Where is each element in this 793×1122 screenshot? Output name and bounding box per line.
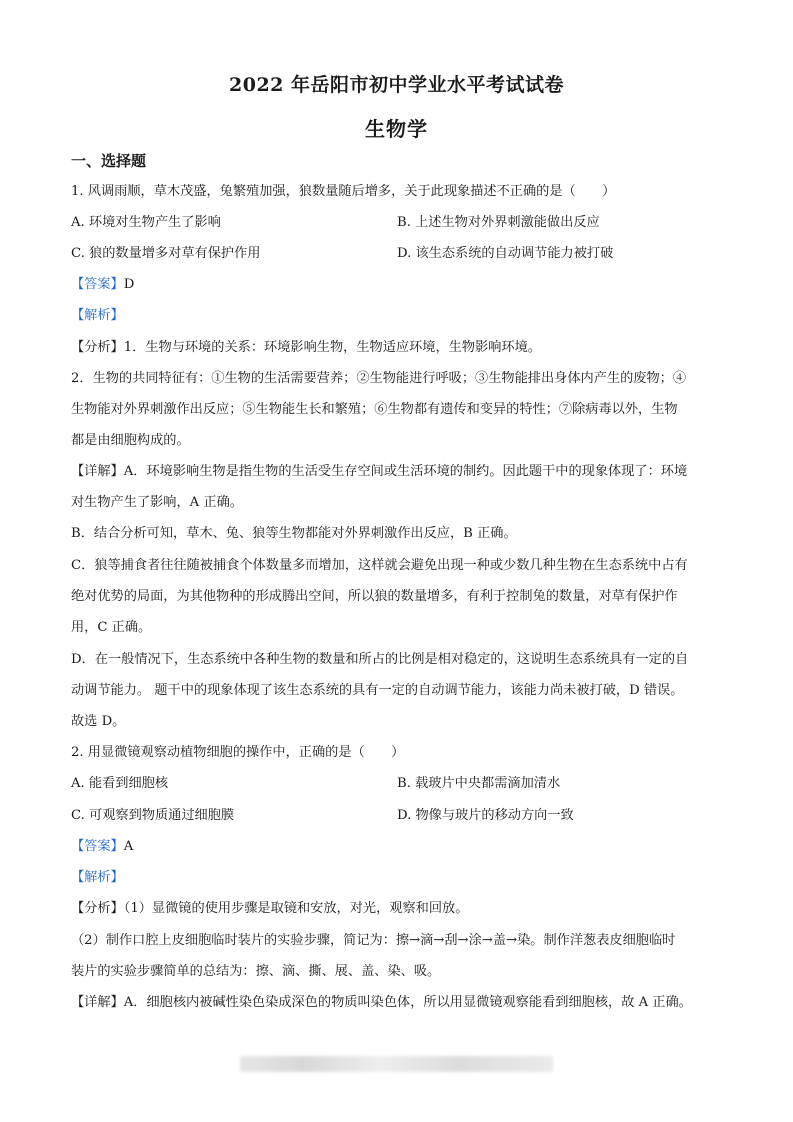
q1-xiangjie-line-8: 动调节能力。 题干中的现象体现了该生态系统的具有一定的自动调节能力，该能力尚未被打破，D 错误。 <box>71 683 684 698</box>
q1-xiangjie-line-4: C．狼等捕食者往往随被捕食个体数量多而增加，这样就会避免出现一种或少数几种生物在生态系统中占有 <box>71 558 688 573</box>
q1-fenxi-line-3: 生物能对外界刺激作出反应；⑤生物能生长和繁殖；⑥生物都有遗传和变异的特性；⑦除病毒以外，生物 <box>71 402 678 417</box>
q2-fenxi-line-3: 装片的实验步骤简单的总结为：擦、滴、撕、展、盖、染、吸。 <box>71 964 441 979</box>
q1-fenxi-text: 1．生物与环境的关系：环境影响生物，生物适应环境，生物影响环境。 <box>123 340 541 355</box>
q2-stem: 2. 用显微镜观察动植物细胞的操作中，正确的是（ ） <box>71 745 405 760</box>
q1-option-c: C. 狼的数量增多对草有保护作用 <box>71 246 261 261</box>
q1-xiangjie-line-1 <box>71 463 687 481</box>
exam-subject: 生物学 <box>365 117 428 141</box>
q1-analysis-line <box>71 307 124 325</box>
q2-fenxi-line-1 <box>71 900 468 918</box>
q1-xiangjie-line-5: 绝对优势的局面，为其他物种的形成腾出空间，所以狼的数量增多，有利于控制兔的数量，对草有保护作 <box>71 589 678 604</box>
q2-xiangjie-tag: 【详解】 <box>71 995 124 1010</box>
q1-xiangjie-line-2: 对生物产生了影响，A 正确。 <box>71 495 243 510</box>
q2-answer-tag: 【答案】 <box>71 839 124 854</box>
q2-analysis-tag: 【解析】 <box>71 870 124 885</box>
q1-answer-tag: 【答案】 <box>71 277 124 292</box>
q2-analysis-line <box>71 869 124 887</box>
q1-option-b: B. 上述生物对外界刺激能做出反应 <box>397 215 600 230</box>
q1-option-d: D. 该生态系统的自动调节能力被打破 <box>397 246 614 261</box>
q1-xiangjie-line-3: B．结合分析可知，草木、兔、狼等生物都能对外界刺激作出反应，B 正确。 <box>71 526 517 541</box>
exam-title: 2022 年岳阳市初中学业水平考试试卷 <box>229 74 564 96</box>
q1-xiangjie-line-7: D．在一般情况下，生态系统中各种生物的数量和所占的比例是相对稳定的，这说明生态系统具有一定的自 <box>71 652 689 667</box>
q1-fenxi-line-1 <box>71 339 541 357</box>
q2-option-a: A. 能看到细胞核 <box>71 776 169 791</box>
q2-answer-value: A <box>123 839 134 854</box>
section-heading: 一、选择题 <box>71 152 147 170</box>
q1-option-a: A. 环境对生物产生了影响 <box>71 215 221 230</box>
q2-option-c: C. 可观察到物质通过细胞膜 <box>71 808 235 823</box>
q1-stem: 1. 风调雨顺，草木茂盛，兔繁殖加强，狼数量随后增多，关于此现象描述不正确的是（ ） <box>71 184 616 199</box>
blurred-footer-watermark <box>240 1056 553 1072</box>
q2-option-b: B. 载玻片中央都需滴加清水 <box>397 776 561 791</box>
q2-xiangjie-text: A．细胞核内被碱性染色染成深色的物质叫染色体，所以用显微镜观察能看到细胞核，故 A 正确。 <box>123 995 692 1010</box>
q2-fenxi-text: （1）显微镜的使用步骤是取镜和安放，对光，观察和回放。 <box>123 901 469 916</box>
q2-fenxi-tag: 【分析】 <box>71 901 124 916</box>
q1-xiangjie-text: A．环境影响生物是指生物的生活受生存空间或生活环境的制约。因此题干中的现象体现了：环境 <box>123 464 688 479</box>
q1-fenxi-tag: 【分析】 <box>71 340 124 355</box>
q1-fenxi-line-2: 2．生物的共同特征有：①生物的生活需要营养；②生物能进行呼吸；③生物能排出身体内产生的废物；④ <box>71 371 687 386</box>
q2-fenxi-line-2: （2）制作口腔上皮细胞临时装片的实验步骤，简记为：擦→滴→刮→涂→盖→染。制作洋葱表皮细胞临时 <box>71 933 676 948</box>
q1-xiangjie-line-6: 用，C 正确。 <box>71 620 152 635</box>
q1-fenxi-line-4: 都是由细胞构成的。 <box>71 433 190 448</box>
q2-option-d: D. 物像与玻片的移动方向一致 <box>397 808 574 823</box>
q1-answer-value: D <box>123 277 135 292</box>
q1-analysis-tag: 【解析】 <box>71 308 124 323</box>
q1-xiangjie-line-9: 故选 D。 <box>71 714 126 729</box>
q1-xiangjie-tag: 【详解】 <box>71 464 124 479</box>
q2-xiangjie-line-1 <box>71 994 692 1012</box>
q1-answer-line <box>71 276 134 294</box>
q2-answer-line <box>71 838 133 856</box>
